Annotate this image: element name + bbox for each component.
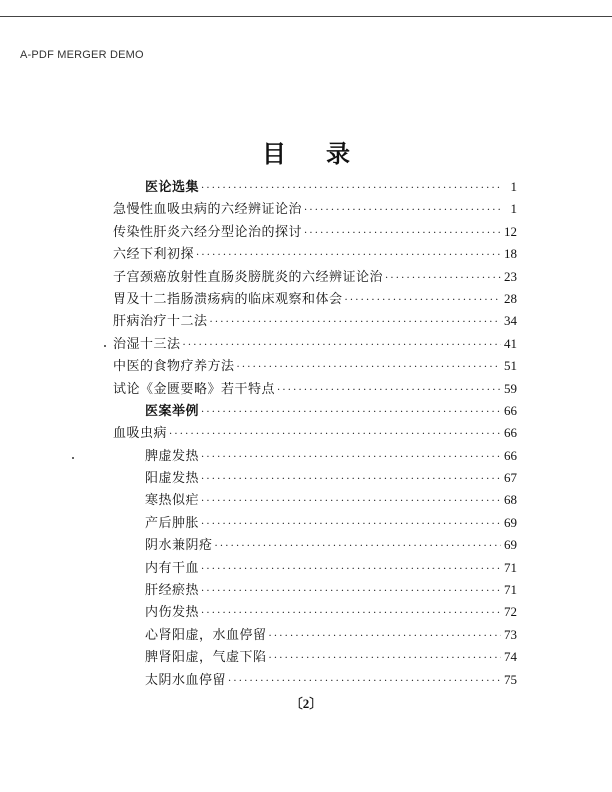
toc-entry-page: 18 (504, 246, 517, 262)
toc-leader-dots (183, 335, 501, 357)
toc-entry-page: 12 (504, 223, 517, 239)
toc-entry-title: 急慢性血吸虫病的六经辨证论治 (113, 202, 303, 218)
top-rule (0, 16, 612, 17)
toc-entry-title: 阳虚发热 (145, 471, 200, 487)
toc-entry-page: 71 (504, 559, 517, 575)
toc-entry-title: 寒热似疟 (145, 493, 200, 509)
toc-entry-title: 产后肿胀 (145, 515, 200, 531)
toc-entry-title: 医案举例 (145, 403, 200, 419)
toc-entry-page: 66 (504, 425, 517, 441)
toc-entry-page: 66 (504, 402, 517, 418)
toc-entry (113, 422, 517, 444)
toc-entry-title: 脾虚发热 (145, 448, 200, 464)
toc-entry-page: 66 (504, 447, 517, 463)
toc-entry-page: 1 (510, 201, 517, 217)
toc-entry (113, 534, 517, 556)
toc-entry-page: 73 (504, 626, 517, 642)
toc-leader-dots (215, 536, 501, 558)
toc-entry-title: 子宫颈癌放射性直肠炎膀胱炎的六经辨证论治 (113, 269, 384, 285)
toc-leader-dots (385, 268, 501, 290)
toc-entry-page: 68 (504, 492, 517, 508)
title-char-1: 目 (262, 139, 286, 168)
title-char-2: 录 (326, 139, 350, 168)
toc-entry-page: 23 (504, 268, 517, 284)
toc-entry-page: 69 (504, 537, 517, 553)
table-of-contents (113, 176, 517, 691)
toc-leader-dots (196, 245, 501, 267)
toc-leader-dots (277, 380, 501, 402)
toc-entry-title: 胃及十二指肠溃疡病的临床观察和体会 (113, 291, 343, 307)
toc-entry (113, 333, 517, 355)
toc-entry (113, 243, 517, 265)
toc-entry-title: 试论《金匮要略》若干特点 (113, 381, 276, 397)
toc-entry-title: 肝病治疗十二法 (113, 314, 208, 330)
toc-leader-dots (201, 514, 501, 536)
toc-entry (113, 601, 517, 623)
scan-speck (104, 345, 106, 347)
toc-leader-dots (269, 626, 501, 648)
page-number: 〔2〕 (289, 696, 323, 711)
toc-leader-dots (304, 223, 501, 245)
toc-entry-title: 治湿十三法 (113, 336, 181, 352)
toc-entry-title: 肝经瘀热 (145, 583, 200, 599)
toc-entry-page: 75 (504, 671, 517, 687)
toc-leader-dots (201, 447, 501, 469)
toc-leader-dots (304, 200, 501, 222)
toc-entry-page: 59 (504, 380, 517, 396)
toc-leader-dots (201, 178, 501, 200)
toc-leader-dots (201, 581, 501, 603)
toc-entry-page: 69 (504, 514, 517, 530)
toc-entry (113, 198, 517, 220)
toc-entry-title: 血吸虫病 (113, 426, 168, 442)
toc-leader-dots (201, 491, 501, 513)
toc-leader-dots (210, 312, 501, 334)
toc-entry-title: 太阴水血停留 (145, 672, 227, 688)
toc-entry (113, 579, 517, 601)
toc-leader-dots (201, 402, 501, 424)
toc-entry (113, 266, 517, 288)
toc-entry (113, 646, 517, 668)
toc-entry-title: 六经下利初探 (113, 247, 195, 263)
page-title (0, 134, 612, 169)
toc-entry (113, 467, 517, 489)
toc-entry (113, 445, 517, 467)
toc-entry-page: 1 (510, 179, 517, 194)
toc-entry-title: 阴水兼阴疮 (145, 538, 213, 554)
toc-entry (113, 400, 517, 422)
toc-leader-dots (201, 559, 501, 581)
toc-entry (113, 310, 517, 332)
toc-entry (113, 355, 517, 377)
toc-leader-dots (345, 290, 501, 312)
toc-entry (113, 624, 517, 646)
toc-leader-dots (237, 357, 501, 379)
toc-entry-title: 内有干血 (145, 560, 200, 576)
toc-entry-title: 心肾阳虚，水血停留 (145, 627, 267, 643)
toc-entry-title: 中医的食物疗养方法 (113, 359, 235, 375)
toc-leader-dots (201, 603, 501, 625)
toc-entry-title: 医论选集 (145, 180, 200, 195)
scan-speck (72, 457, 74, 459)
toc-entry (113, 557, 517, 579)
toc-entry-page: 51 (504, 358, 517, 374)
toc-entry (113, 512, 517, 534)
toc-entry (113, 669, 517, 691)
toc-entry-page: 41 (504, 335, 517, 351)
toc-entry-page: 72 (504, 604, 517, 620)
toc-leader-dots (201, 469, 501, 491)
watermark: A-PDF MERGER DEMO (20, 49, 144, 61)
toc-entry-title: 脾肾阳虚，气虚下陷 (145, 650, 267, 666)
toc-entry-page: 34 (504, 313, 517, 329)
toc-leader-dots (228, 671, 501, 693)
toc-entry-page: 28 (504, 290, 517, 306)
toc-entry (113, 378, 517, 400)
toc-entry (113, 176, 517, 198)
toc-leader-dots (169, 424, 501, 446)
toc-entry-title: 内伤发热 (145, 605, 200, 621)
toc-entry (113, 288, 517, 310)
toc-leader-dots (269, 648, 501, 670)
toc-entry-page: 67 (504, 470, 517, 486)
toc-entry (113, 489, 517, 511)
toc-entry-page: 71 (504, 582, 517, 598)
toc-entry-page: 74 (504, 649, 517, 665)
toc-entry (113, 221, 517, 243)
toc-entry-title: 传染性肝炎六经分型论治的探讨 (113, 224, 303, 240)
